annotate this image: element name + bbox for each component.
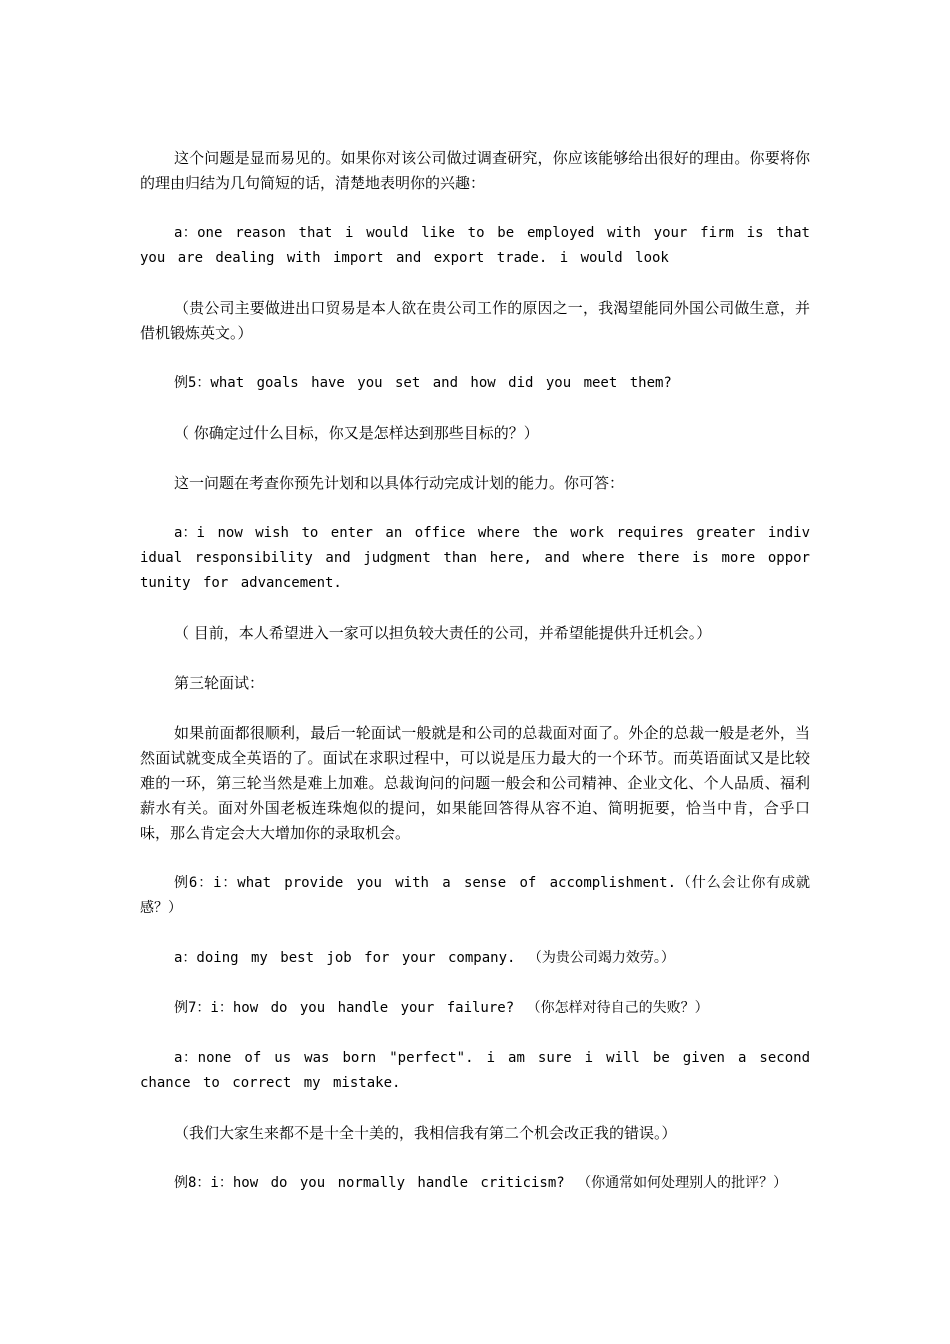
example-question: 例6：i：what provide you with a sense of accomplishment.（什么会让你有成就感？） xyxy=(140,875,810,916)
section-heading: 第三轮面试： xyxy=(174,674,265,692)
example-question: 例5：what goals have you set and how did you meet them? xyxy=(174,375,672,391)
answer-paragraph: a：one reason that i would like to be employed with your firm is that you are dealing with import and export trade. i would look xyxy=(140,225,810,266)
translation-paragraph: （贵公司主要做进出口贸易是本人欲在贵公司工作的原因之一，我渴望能同外国公司做生意，并借机锻炼英文。） xyxy=(140,299,810,342)
answer-paragraph: a：doing my best job for your company. （为贵公司竭力效劳。） xyxy=(174,950,675,966)
intro-paragraph: 这个问题是显而易见的。如果你对该公司做过调查研究，你应该能够给出很好的理由。你要将你的理由归结为几句简短的话，清楚地表明你的兴趣： xyxy=(140,149,810,192)
translation-paragraph: （ 目前，本人希望进入一家可以担负较大责任的公司，并希望能提供升迁机会。） xyxy=(174,624,712,642)
body-paragraph: 如果前面都很顺利，最后一轮面试一般就是和公司的总裁面对面了。外企的总裁一般是老外，当然面试就变成全英语的了。面试在求职过程中，可以说是压力最大的一个环节。而英语面试又是比较难的一环，第三轮当然是难上加难。总裁询问的问题一般会和公司精神、企业文化、个人品质、福利薪水有关。面对外国老板连珠炮似的提问，如果能回答得从容不迫、简明扼要，恰当中肯，合乎口味，那么肯定会大大增加你的录取机会。 xyxy=(140,724,810,842)
document-page xyxy=(140,146,810,1221)
answer-paragraph: a：i now wish to enter an office where the work requires greater individual responsibility and judgment than here, and where there is more opportunity for advancement. xyxy=(140,525,810,591)
explanation-paragraph: 这一问题在考查你预先计划和以具体行动完成计划的能力。你可答： xyxy=(174,474,625,492)
example-question: 例8：i：how do you normally handle criticism? （你通常如何处理别人的批评？） xyxy=(174,1175,788,1191)
example-question: 例7：i：how do you handle your failure? （你怎样对待自己的失败？） xyxy=(174,1000,709,1016)
translation-paragraph: （我们大家生来都不是十全十美的，我相信我有第二个机会改正我的错误。） xyxy=(174,1124,677,1142)
answer-paragraph: a：none of us was born "perfect". i am sure i will be given a second chance to correct my mistake. xyxy=(140,1050,810,1091)
translation-paragraph: （ 你确定过什么目标，你又是怎样达到那些目标的？） xyxy=(174,424,539,442)
